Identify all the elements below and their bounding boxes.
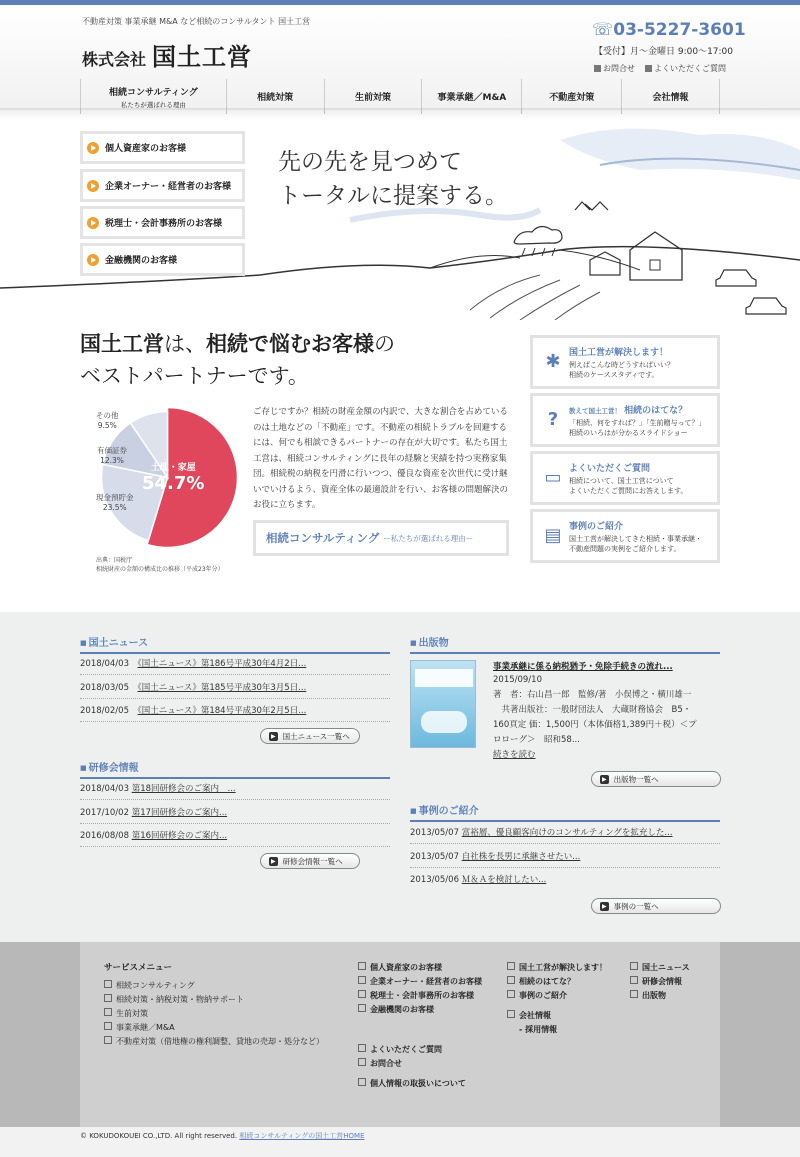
news-row: 2018/03/05 《国土ニュース》第185号平成30年3月5日... <box>80 681 390 699</box>
arrow-circle-icon <box>87 180 99 192</box>
seminar-link[interactable]: 第18回研修会のご案内 ... <box>131 784 236 794</box>
nav-item-inheritance[interactable]: 相続対策 <box>227 79 325 114</box>
pie-label-other: その他 9.5% <box>96 411 119 430</box>
phone-number <box>592 20 746 40</box>
news-row: 2018/04/03 《国土ニュース》第186号平成30年4月2日... <box>80 657 390 675</box>
read-more-link[interactable]: 続きを読む <box>493 750 536 760</box>
pie-label-securities: 有価証券 12.3% <box>97 446 127 465</box>
site-logo[interactable] <box>82 37 252 72</box>
cases-heading: ■ 事例のご紹介 <box>410 802 720 822</box>
news-heading: ■ 国土ニュース <box>80 634 390 654</box>
footer-link[interactable]: - 採用情報 <box>507 1023 607 1037</box>
footer-link[interactable]: 研修会情報 <box>630 975 690 989</box>
phone-icon: ☏ <box>592 20 614 40</box>
seminar-row: 2018/04/03 第18回研修会のご案内 ... <box>80 782 390 800</box>
footer-service-menu <box>104 961 324 1049</box>
case-link[interactable]: 自社株を長男に承継させたい... <box>461 852 581 862</box>
arrow-square-icon <box>594 65 601 72</box>
seminar-link[interactable]: 第16回研修会のご案内... <box>131 831 228 841</box>
footer-home-link[interactable]: 相続コンサルティングの国土工営HOME <box>239 1132 365 1140</box>
seminar-link[interactable]: 第17回研修会のご案内... <box>131 808 228 818</box>
footer-link[interactable]: よくいただくご質問 <box>358 1043 482 1057</box>
pie-label-cash: 現金預貯金 23.5% <box>96 493 134 512</box>
nav-item-consulting[interactable]: 相続コンサルティング 私たちが選ばれる理由 <box>81 79 227 114</box>
lightbulb-icon: ✱ <box>545 351 561 372</box>
publication-title-link[interactable]: 事業承継に係る納税猶予・免除手続きの流れ... <box>493 662 673 672</box>
consulting-button[interactable]: 相続コンサルティング ー私たちが選ばれる理由ー <box>253 520 509 556</box>
arrow-circle-icon <box>87 254 99 266</box>
copyright-text: © KOKUDOKOUEI CO.,LTD. All right reserved. <box>80 1132 238 1140</box>
contact-link[interactable]: お問合せ <box>594 63 635 74</box>
footer-link[interactable]: 出版物 <box>630 989 690 1003</box>
card-case-studies[interactable]: ▤ 事例のご紹介 国土工営が解決してきた相続・事業承継・ 不動産問題の実例をご紹介します。 <box>530 509 720 563</box>
arrow-circle-icon <box>87 142 99 154</box>
pie-label-land: 土地・家屋 54.7% <box>142 463 205 494</box>
document-icon: ▤ <box>544 525 562 546</box>
footer-info-links <box>630 961 690 1003</box>
news-row: 2018/02/05 《国土ニュース》第184号平成30年2月5日... <box>80 704 390 722</box>
case-row: 2013/05/06 Ｍ＆Ａを検討したい... <box>410 875 547 885</box>
footer-link[interactable]: 生前対策 <box>104 1007 324 1021</box>
site-tagline: 不動産対策 事業承継 M&A など相続のコンサルタント 国土工営 <box>82 17 311 26</box>
footer-customer-links <box>358 961 482 1091</box>
case-link[interactable]: 富裕層、優良顧客向けのコンサルティングを拡充した... <box>461 828 673 838</box>
publications-more-button[interactable]: ▶ 出版物一覧へ <box>591 771 721 787</box>
header-links <box>594 63 726 74</box>
footer-link[interactable]: 国土工営が解決します！ <box>507 961 607 975</box>
business-hours: 【受付】月〜金曜日 9:00〜17:00 <box>594 47 734 57</box>
footer-link[interactable]: 税理士・会計事務所のお客様 <box>358 989 482 1003</box>
news-link[interactable]: 《国土ニュース》第184号平成30年2月5日... <box>137 706 307 716</box>
intro-body-text: ご存じですか？相続の財産金額の内訳で、大きな割合を占めているのは土地などの「不動産」です。不動産の相続トラブルを回避するには、何でも相談できるパートナーの存在が大切です。私たち国土工営は、相続コンサルティングに長年の経験と実績を持つ実務家集団。相続税の納税を円滑に行いつつ、優良な資産を次世代に受け継いでいけるよう、資産全体の最適設計を行い、お客様の問題解決のお役に立ちます。 <box>253 407 509 510</box>
card-inheritance-questions[interactable]: ? 教えて国土工営！ 相続のはてな？ 「相続、何をすれば？」「生前贈与って？」 相続のいろはが分かるスライドショー <box>530 393 720 447</box>
news-more-button[interactable]: ▶ 国土ニュース一覧へ <box>260 728 360 744</box>
nav-item-company[interactable]: 会社情報 <box>622 79 720 114</box>
phone-text: 03-5227-3601 <box>613 20 746 40</box>
publication-description: 2015/09/10 著 者：右山昌一郎 監修/著 小俣博之・横川雄一 共著出版社：一般財団法人 大蔵財務協会 B5・ 160頁定 価：1,500円（本体価格1,389円＋税）＜プ ロローグ＞ 昭和58... 続きを読む <box>493 673 723 763</box>
arrow-circle-icon <box>87 217 99 229</box>
nav-item-realestate[interactable]: 不動産対策 <box>522 79 622 114</box>
footer-link[interactable]: 事例のご紹介 <box>507 989 607 1003</box>
footer-link[interactable]: 不動産対策（借地権の権利調整、貸地の売却・処分など） <box>104 1035 324 1049</box>
customer-button-owner[interactable]: 企業オーナー・経営者のお客様 <box>80 169 245 202</box>
publications-heading: ■ 出版物 <box>410 634 720 654</box>
nav-item-succession[interactable]: 事業承継／M&A <box>422 79 522 114</box>
news-link[interactable]: 《国土ニュース》第185号平成30年3月5日... <box>137 683 307 693</box>
nav-item-pre-death[interactable]: 生前対策 <box>325 79 423 114</box>
seminar-row: 2017/10/02 第17回研修会のご案内... <box>80 806 390 824</box>
footer-link[interactable]: 国土ニュース <box>630 961 690 975</box>
footer-service-title: サービスメニュー <box>104 963 173 973</box>
customer-button-bank[interactable]: 金融機関のお客様 <box>80 243 245 276</box>
intro-heading-line2: ベストパートナーです。 <box>80 364 309 388</box>
chart-source: 出典：国税庁 相続財産の金額の構成比の推移（平成23年分） <box>96 557 224 573</box>
question-icon: ? <box>547 409 559 430</box>
footer-link[interactable]: 相続のはてな？ <box>507 975 607 989</box>
card-faq[interactable]: ▭ よくいただくご質問 相続について、国土工営について よくいただくご質問にお答えします。 <box>530 451 720 505</box>
footer-link[interactable]: 事業承継／M&A <box>104 1021 324 1035</box>
book-cover-image[interactable] <box>410 660 476 748</box>
logo-prefix: 株式会社 <box>82 50 147 69</box>
seminar-heading: ■ 研修会情報 <box>80 759 390 779</box>
card-solutions[interactable]: ✱ 国土工営が解決します！ 例えばこんな時どうすればいい？ 相続のケーススタディです。 <box>530 335 720 389</box>
catch-line-1: 先の先を見つめて <box>278 149 462 175</box>
arrow-square-icon <box>645 65 652 72</box>
catch-line-2: トータルに提案する。 <box>278 183 508 209</box>
case-row: 2013/05/07 富裕層、優良顧客向けのコンサルティングを拡充した... <box>410 826 720 844</box>
copyright-bar <box>0 1127 800 1157</box>
footer-link[interactable]: 金融機関のお客様 <box>358 1003 482 1017</box>
footer-content-links <box>507 961 607 1037</box>
footer-link[interactable]: お問合せ <box>358 1057 482 1071</box>
faq-link[interactable]: よくいただくご質問 <box>645 63 726 74</box>
cases-more-button[interactable]: ▶ 事例の一覧へ <box>591 898 721 914</box>
logo-name: 国土工営 <box>152 42 253 71</box>
footer-link[interactable]: 会社情報 <box>507 1009 607 1023</box>
intro-heading: 国土工営は、相続で悩むお客様の ベストパートナーです。 <box>80 332 395 388</box>
seminar-row: 2016/08/08 第16回研修会のご案内... <box>80 829 390 847</box>
footer-link[interactable]: 相続対策・納税対策・物納サポート <box>104 993 324 1007</box>
chat-icon: ▭ <box>544 467 562 488</box>
footer-privacy-link[interactable]: 個人情報の取扱いについて <box>358 1077 482 1091</box>
case-link[interactable]: Ｍ＆Ａを検討したい... <box>461 875 547 885</box>
customer-button-individual[interactable]: 個人資産家のお客様 <box>80 131 245 164</box>
footer-link[interactable]: 相続コンサルティング <box>104 979 324 993</box>
hero-catchphrase <box>278 145 508 213</box>
seminar-more-button[interactable]: ▶ 研修会情報一覧へ <box>260 853 360 869</box>
footer-link[interactable]: 企業オーナー・経営者のお客様 <box>358 975 482 989</box>
case-row: 2013/05/07 自社株を長男に承継させたい... <box>410 850 720 868</box>
site-header <box>0 5 800 110</box>
customer-button-accountant[interactable]: 税理士・会計事務所のお客様 <box>80 206 245 239</box>
news-link[interactable]: 《国土ニュース》第186号平成30年4月2日... <box>137 659 307 669</box>
footer-link[interactable]: 個人資産家のお客様 <box>358 961 482 975</box>
